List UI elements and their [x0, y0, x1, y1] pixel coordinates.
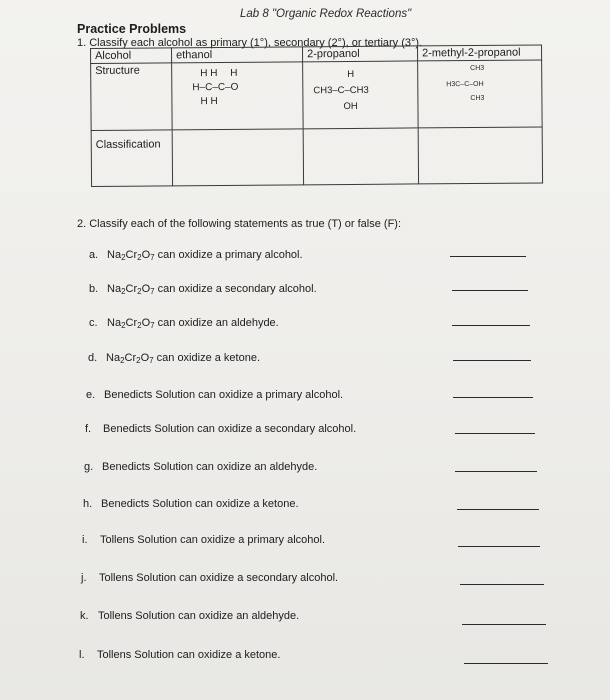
statement-text: Benedicts Solution can oxidize a ketone.: [101, 498, 299, 510]
ethanol-structure: [172, 62, 304, 130]
statement-letter: b.: [89, 283, 99, 295]
answer-blank-j[interactable]: [460, 584, 544, 585]
table-structure-row: [91, 60, 543, 131]
answer-blank-e[interactable]: [453, 397, 533, 398]
methylpropanol-top-ch3: CH3: [470, 64, 485, 73]
statement-text: can oxidize a secondary alcohol.: [154, 283, 317, 295]
2-methyl-2-propanol-structure: [418, 60, 543, 128]
answer-blank-f[interactable]: [455, 433, 535, 434]
question-1-text: 1. Classify each alcohol as primary (1°), secondary (2°), or tertiary (3°).: [77, 37, 423, 49]
2-propanol-classification-cell[interactable]: [303, 128, 418, 185]
statement-a: [89, 249, 303, 261]
statement-g: [84, 461, 317, 473]
statement-h: [83, 498, 299, 510]
answer-blank-l[interactable]: [464, 663, 548, 664]
answer-blank-a[interactable]: [450, 256, 526, 257]
statement-d: [88, 352, 260, 364]
statement-letter: e.: [86, 389, 96, 401]
statement-l: [79, 649, 280, 661]
column-2-propanol: 2-propanol: [302, 46, 417, 62]
column-2-methyl-2-propanol: 2-methyl-2-propanol: [417, 45, 541, 61]
ethanol-classification-cell[interactable]: [172, 129, 303, 186]
table-classification-row: [91, 127, 542, 187]
statement-i: [82, 534, 325, 546]
row-label-structure: Structure: [91, 63, 173, 131]
statement-k: [80, 610, 299, 622]
answer-blank-b[interactable]: [452, 290, 528, 291]
question-2-text: 2. Classify each of the following statements as true (T) or false (F):: [77, 218, 402, 230]
statement-text: Benedicts Solution can oxidize a secondary alcohol.: [103, 423, 357, 435]
oxidant-formula: $Na_2Cr_2O_7$: [106, 352, 154, 365]
statement-letter: f.: [85, 423, 92, 435]
oxidant-formula: $Na_2Cr_2O_7$: [107, 283, 155, 296]
statement-letter: k.: [80, 610, 89, 622]
statement-letter: a.: [89, 249, 99, 261]
statement-text: Tollens Solution can oxidize a primary alcohol.: [100, 534, 326, 546]
propanol-top-h: H: [347, 68, 355, 80]
statement-j: [81, 572, 338, 584]
statement-letter: c.: [89, 317, 98, 329]
statement-letter: i.: [82, 534, 88, 546]
answer-blank-h[interactable]: [457, 509, 539, 510]
statement-letter: j.: [81, 572, 87, 584]
propanol-bottom-oh: OH: [343, 100, 358, 113]
oxidant-formula: $Na_2Cr_2O_7$: [107, 317, 155, 330]
statement-text: can oxidize a ketone.: [153, 352, 260, 364]
2-propanol-structure: [303, 61, 419, 129]
statement-text: can oxidize a primary alcohol.: [154, 249, 303, 261]
statement-letter: h.: [83, 498, 93, 510]
statement-text: Tollens Solution can oxidize an aldehyde.: [98, 610, 300, 622]
column-ethanol: ethanol: [172, 47, 303, 63]
row-label-alcohol: Alcohol: [91, 48, 172, 64]
statement-text: Tollens Solution can oxidize a secondary alcohol.: [99, 572, 339, 584]
statement-letter: g.: [84, 461, 94, 473]
statement-letter: d.: [88, 352, 98, 364]
methylpropanol-main-chain: H3C–C–OH: [446, 80, 484, 89]
statement-letter: l.: [79, 649, 85, 661]
ethanol-top-h2: H: [230, 67, 238, 79]
statement-c: [89, 317, 279, 329]
propanol-main-chain: CH3–C–CH3: [313, 84, 369, 97]
2-methyl-2-propanol-classification-cell[interactable]: [418, 127, 542, 184]
oxidant-formula: $Na_2Cr_2O_7$: [107, 249, 155, 262]
lab-title: Lab 8 "Organic Redox Reactions": [240, 8, 412, 20]
row-label-classification: Classification: [91, 130, 172, 187]
answer-blank-c[interactable]: [452, 325, 530, 326]
methylpropanol-bottom-ch3: CH3: [470, 94, 485, 103]
statement-text: can oxidize an aldehyde.: [154, 317, 279, 329]
ethanol-bottom-h: H H: [200, 95, 218, 108]
answer-blank-g[interactable]: [455, 471, 537, 472]
ethanol-main-chain: H–C–C–O: [192, 81, 239, 94]
statement-text: Tollens Solution can oxidize a ketone.: [97, 649, 281, 661]
statement-text: Benedicts Solution can oxidize a primary alcohol.: [104, 389, 344, 401]
answer-blank-d[interactable]: [453, 360, 531, 361]
alcohol-classification-table: [90, 44, 543, 187]
section-title: Practice Problems: [77, 22, 187, 36]
statement-f: [85, 423, 356, 435]
ethanol-top-h: H H: [200, 68, 218, 80]
answer-blank-k[interactable]: [462, 624, 546, 625]
statement-text: Benedicts Solution can oxidize an aldehyde.: [102, 461, 318, 473]
statement-b: [89, 283, 317, 295]
statement-e: [86, 389, 343, 401]
answer-blank-i[interactable]: [458, 546, 540, 547]
